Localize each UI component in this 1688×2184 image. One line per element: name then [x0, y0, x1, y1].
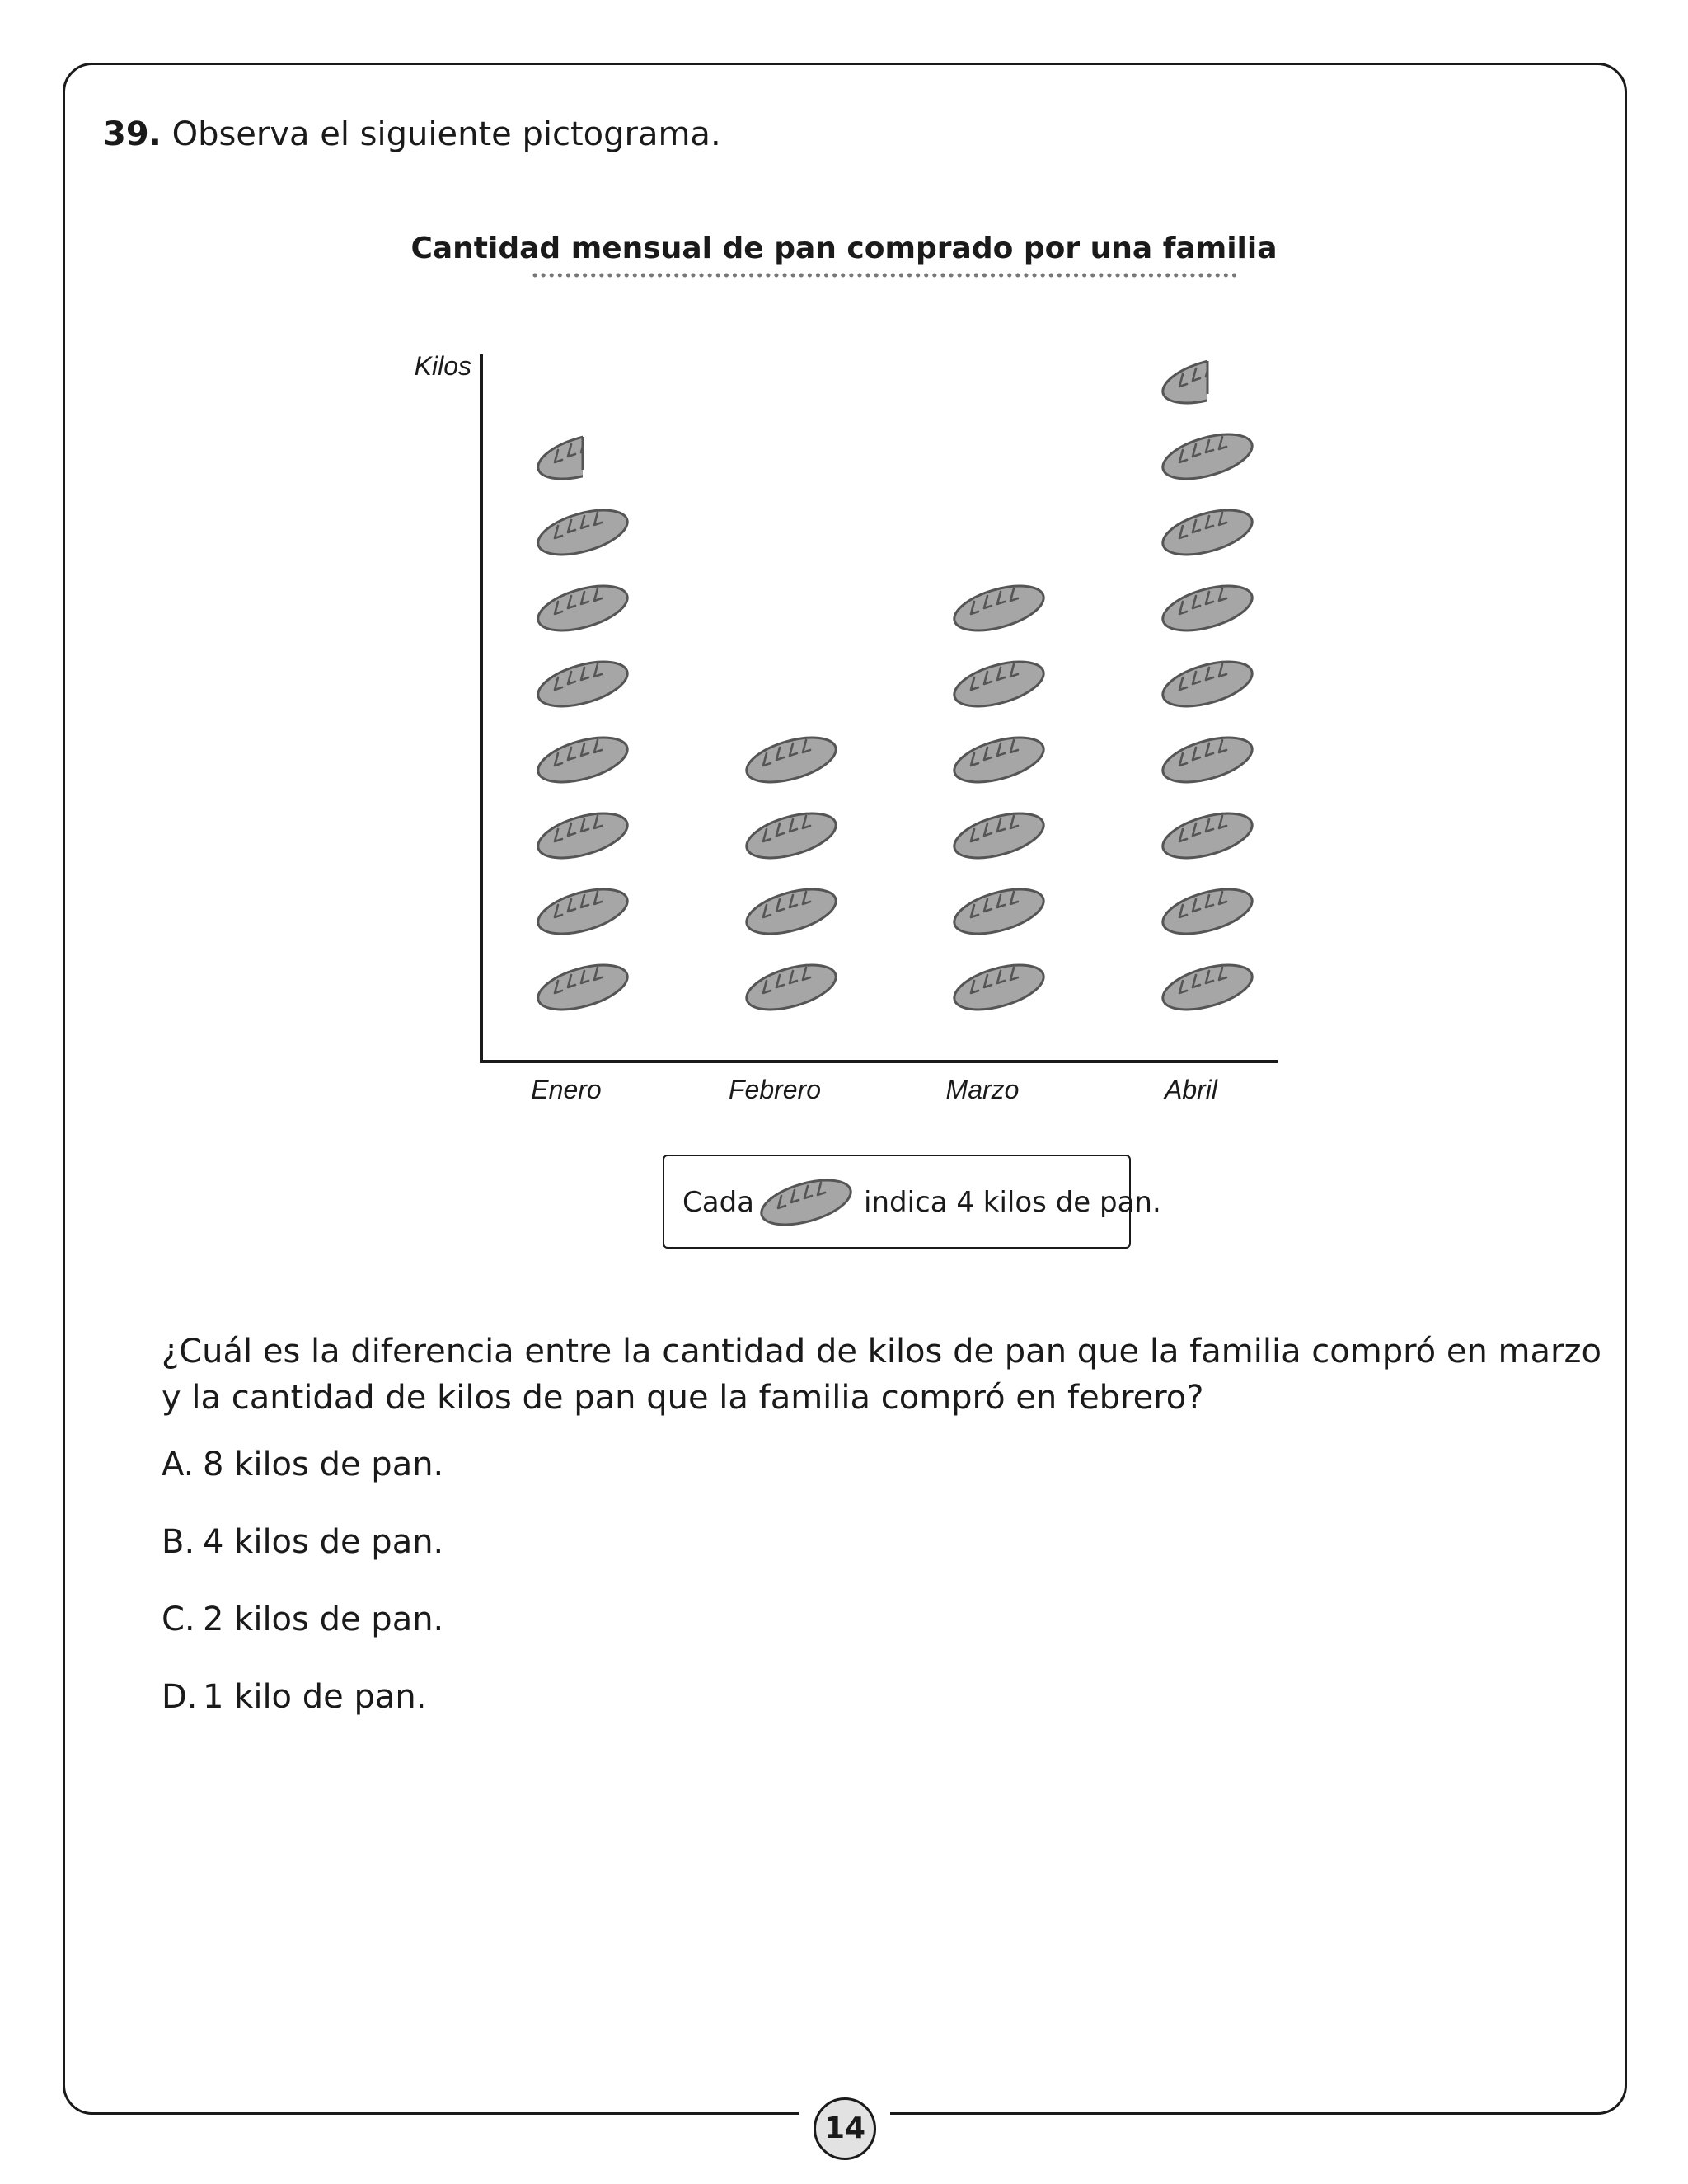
bread-symbol	[950, 956, 1048, 1018]
bread-symbol	[1158, 577, 1257, 639]
x-tick-label: Enero	[531, 1075, 602, 1104]
y-axis-label: Kilos	[414, 351, 471, 381]
bread-symbol	[533, 804, 632, 866]
bread-symbol	[533, 729, 632, 790]
bread-symbol	[533, 577, 632, 639]
option-c[interactable]	[162, 1599, 443, 1640]
x-tick-label: Marzo	[945, 1075, 1020, 1104]
option-letter: D.	[162, 1678, 198, 1716]
bread-symbol	[950, 653, 1048, 715]
bread-symbol	[1158, 653, 1257, 715]
option-b[interactable]	[162, 1521, 443, 1563]
bread-symbol	[1158, 804, 1257, 866]
option-text: 8 kilos de pan.	[203, 1446, 444, 1483]
bread-half-symbol	[533, 425, 632, 487]
bread-symbol	[950, 577, 1048, 639]
bread-symbol	[742, 804, 841, 866]
pictogram-chart	[396, 330, 1302, 1121]
page-number: 14	[814, 2097, 876, 2160]
bread-loaf-icon	[755, 1171, 857, 1234]
option-letter: A.	[162, 1446, 195, 1483]
bread-symbol	[1158, 956, 1257, 1018]
question-number: 39.	[103, 115, 162, 153]
question-intro: Observa el siguiente pictograma.	[171, 115, 721, 153]
option-text: 4 kilos de pan.	[203, 1523, 444, 1561]
bread-symbol	[1158, 880, 1257, 942]
option-text: 2 kilos de pan.	[203, 1601, 444, 1638]
option-letter: C.	[162, 1601, 195, 1638]
question-text: ¿Cuál es la diferencia entre la cantidad de kilos de pan que la familia compró en marzo y la cantidad de kilos de pan que la familia compró en febrero?	[162, 1333, 1601, 1417]
legend-box	[663, 1155, 1161, 1249]
bread-symbol	[950, 880, 1048, 942]
bread-symbol	[1158, 501, 1257, 563]
option-a[interactable]	[162, 1444, 443, 1485]
bread-symbol	[533, 880, 632, 942]
bread-symbol	[742, 880, 841, 942]
chart-title: Cantidad mensual de pan comprado por una familia	[410, 232, 1278, 265]
bread-symbol	[742, 729, 841, 790]
bread-symbol	[533, 653, 632, 715]
x-tick-label: Abril	[1164, 1075, 1218, 1104]
bread-symbol	[533, 956, 632, 1018]
bread-half-symbol	[1158, 349, 1257, 411]
bread-symbol	[950, 804, 1048, 866]
option-d[interactable]	[162, 1676, 426, 1718]
legend-prefix: Cada	[682, 1186, 754, 1219]
bread-symbol	[950, 729, 1048, 790]
pictogram-marks	[533, 349, 1257, 1018]
x-tick-label: Febrero	[728, 1075, 822, 1104]
option-letter: B.	[162, 1523, 195, 1561]
option-text: 1 kilo de pan.	[203, 1678, 427, 1716]
bread-symbol	[533, 501, 632, 563]
bread-symbol	[742, 956, 841, 1018]
title-underline-dots	[532, 272, 1240, 279]
bread-symbol	[1158, 425, 1257, 487]
question-header	[103, 114, 721, 155]
bread-symbol	[1158, 729, 1257, 790]
legend-suffix: indica 4 kilos de pan.	[864, 1186, 1161, 1219]
